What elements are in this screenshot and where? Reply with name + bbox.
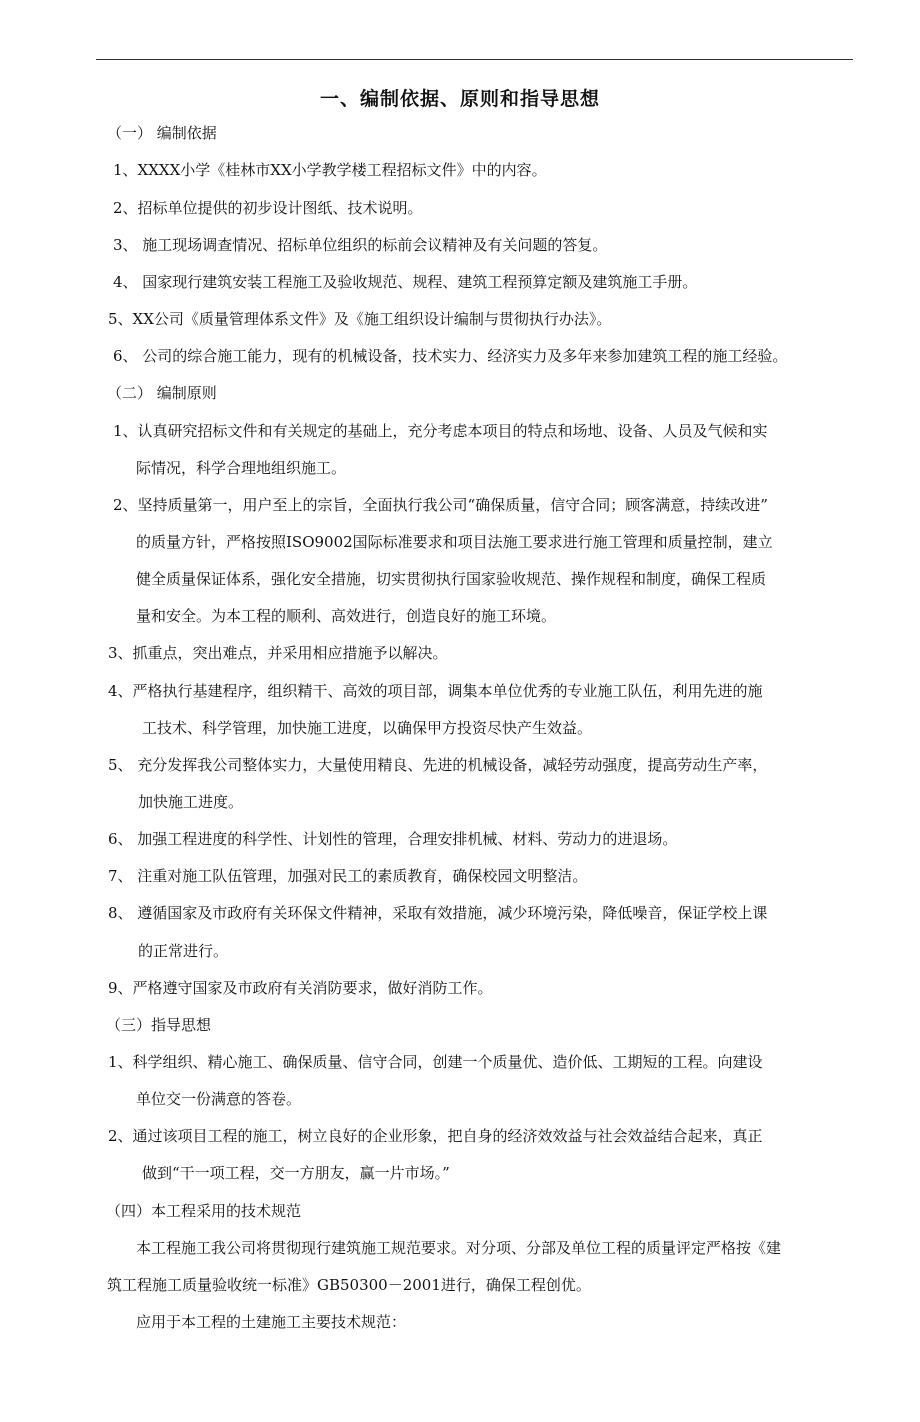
standards-para-1-line-2: 筑工程施工质量验收统一标准》GB50300－2001进行，确保工程创优。 bbox=[107, 1276, 591, 1294]
principle-3: 3、抓重点，突出难点，并采用相应措施予以解决。 bbox=[108, 644, 448, 662]
guiding-2-line-2: 做到“干一项工程，交一方朋友，赢一片市场。” bbox=[142, 1164, 450, 1182]
principle-7: 7、 注重对施工队伍管理，加强对民工的素质教育，确保校园文明整洁。 bbox=[108, 867, 588, 885]
section-heading-standards: （四）本工程采用的技术规范 bbox=[106, 1202, 302, 1220]
standards-para-1-line-1: 本工程施工我公司将贯彻现行建筑施工规范要求。对分项、分部及单位工程的质量评定严格按《建 bbox=[136, 1239, 782, 1257]
header-rule bbox=[96, 59, 853, 60]
standards-para-2: 应用于本工程的土建施工主要技术规范： bbox=[136, 1313, 407, 1331]
principle-9: 9、严格遵守国家及市政府有关消防要求，做好消防工作。 bbox=[108, 979, 493, 997]
principle-8-line-2: 的正常进行。 bbox=[138, 942, 229, 960]
principle-5-line-1: 5、 充分发挥我公司整体实力，大量使用精良、先进的机械设备，减轻劳动强度，提高劳动生产率， bbox=[108, 756, 768, 774]
guiding-1-line-2: 单位交一份满意的答卷。 bbox=[136, 1090, 302, 1108]
principle-1-line-2: 际情况，科学合理地组织施工。 bbox=[136, 459, 347, 477]
basis-item-4: 4、 国家现行建筑安装工程施工及验收规范、规程、建筑工程预算定额及建筑施工手册。 bbox=[113, 273, 698, 291]
principle-2-line-3: 健全质量保证体系，强化安全措施，切实贯彻执行国家验收规范、操作规程和制度，确保工程质 bbox=[136, 570, 767, 588]
page-title: 一、编制依据、原则和指导思想 bbox=[319, 88, 600, 110]
guiding-1-line-1: 1、科学组织、精心施工、确保质量、信守合同，创建一个质量优、造价低、工期短的工程。向建设 bbox=[108, 1053, 763, 1071]
principle-4-line-1: 4、严格执行基建程序，组织精干、高效的项目部，调集本单位优秀的专业施工队伍，利用先进的施 bbox=[108, 682, 763, 700]
basis-item-3: 3、 施工现场调查情况、招标单位组织的标前会议精神及有关问题的答复。 bbox=[113, 236, 608, 254]
basis-item-2: 2、招标单位提供的初步设计图纸、技术说明。 bbox=[113, 199, 423, 217]
principle-5-line-2: 加快施工进度。 bbox=[138, 793, 244, 811]
basis-item-1: 1、XXXX小学《桂林市XX小学教学楼工程招标文件》中的内容。 bbox=[113, 161, 547, 179]
section-heading-guiding: （三）指导思想 bbox=[106, 1016, 212, 1034]
principle-1-line-1: 1、认真研究招标文件和有关规定的基础上，充分考虑本项目的特点和场地、设备、人员及气候和实 bbox=[113, 422, 768, 440]
section-heading-basis: （一） 编制依据 bbox=[107, 124, 217, 142]
section-heading-principles: （二） 编制原则 bbox=[107, 384, 217, 402]
guiding-2-line-1: 2、通过该项目工程的施工，树立良好的企业形象，把自身的经济效效益与社会效益结合起来，真正 bbox=[108, 1127, 763, 1145]
principle-2-line-4: 量和安全。为本工程的顺利、高效进行，创造良好的施工环境。 bbox=[136, 607, 557, 625]
principle-8-line-1: 8、 遵循国家及市政府有关环保文件精神，采取有效措施，减少环境污染，降低噪音，保证学校上课 bbox=[108, 904, 768, 922]
basis-item-6: 6、 公司的综合施工能力，现有的机械设备，技术实力、经济实力及多年来参加建筑工程的施工经验。 bbox=[113, 347, 788, 365]
principle-6: 6、 加强工程进度的科学性、计划性的管理，合理安排机械、材料、劳动力的进退场。 bbox=[108, 830, 678, 848]
principle-2-line-2: 的质量方针，严格按照ISO9002国际标准要求和项目法施工要求进行施工管理和质量控制，建立 bbox=[136, 533, 773, 551]
basis-item-5: 5、XX公司《质量管理体系文件》及《施工组织设计编制与贯彻执行办法》。 bbox=[108, 310, 612, 328]
principle-4-line-2: 工技术、科学管理，加快施工进度，以确保甲方投资尽快产生效益。 bbox=[142, 719, 593, 737]
principle-2-line-1: 2、坚持质量第一，用户至上的宗旨，全面执行我公司“确保质量，信守合同；顾客满意，持续改进” bbox=[113, 496, 768, 514]
